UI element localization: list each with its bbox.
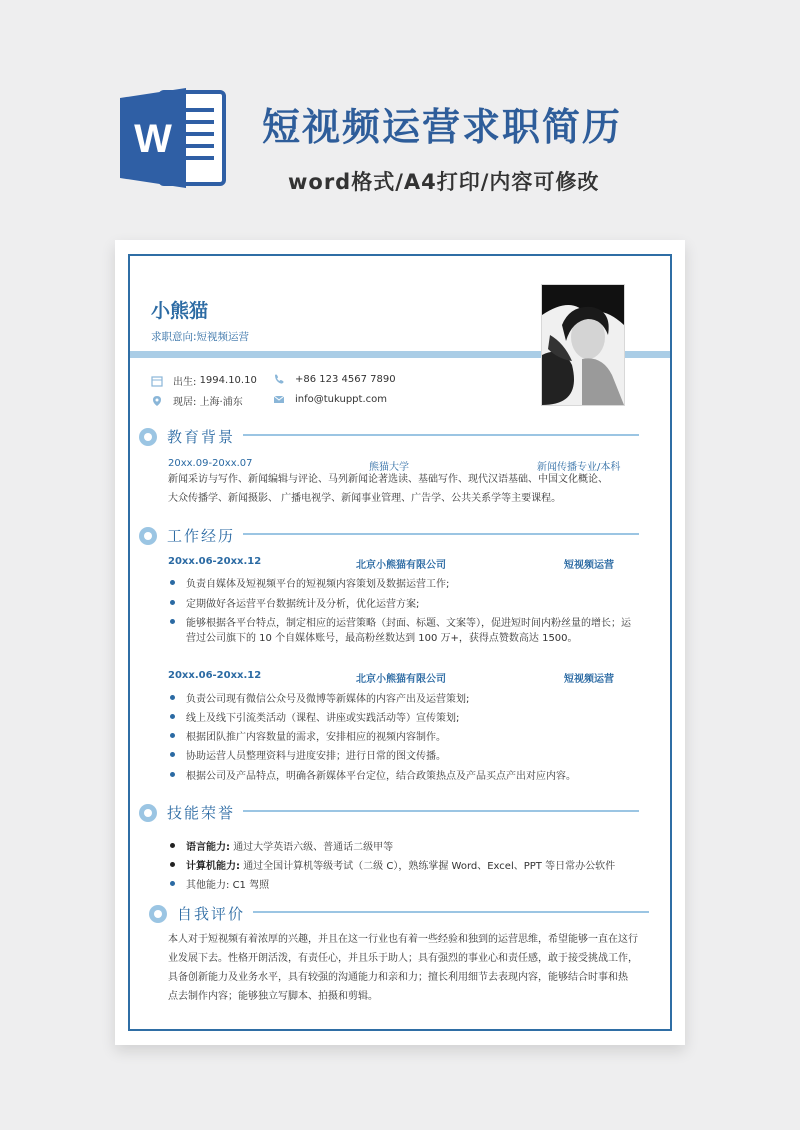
section-circle-icon xyxy=(139,804,157,822)
section-circle-icon xyxy=(139,527,157,545)
job1-duty: 负责自媒体及短视频平台的短视频内容策划及数据运营工作; xyxy=(170,575,449,590)
section-circle-icon xyxy=(139,428,157,446)
job1-duty-continued: 营过公司旗下的 10 个自媒体账号，最高粉丝数达到 100 万+，获得点赞数高达 1500。 xyxy=(186,633,578,644)
job-intent: 求职意向:短视频运营 xyxy=(151,331,250,343)
work-heading: 工作经历 xyxy=(139,525,235,546)
word-logo-icon xyxy=(118,86,230,190)
phone-info: +86 123 4567 7890 xyxy=(273,373,396,385)
job2-position: 短视频运营 xyxy=(564,674,614,685)
phone-icon xyxy=(273,373,285,385)
skill-item: 计算机能力: 通过全国计算机等级考试（二级 C），熟练掌握 Word、Excel、PPT 等日常办公软件 xyxy=(170,857,615,872)
self-eval-text: 本人对于短视频有着浓厚的兴趣，并且在这一行业也有着一些经验和独到的运营思维，希望能够一直在这行 业发展下去。性格开朗活泼，有责任心，并且乐于助人；具有强烈的事业心和责任感，敢于接受挑战工作， 具备创新能力及业务水平，具有较强的沟通能力和亲和力；擅长利用细节去表现内容，能够结合时事和热 点去制作内容；能够独立写脚本、拍摄和剪辑。 xyxy=(168,934,638,1002)
education-period: 20xx.09-20xx.07 xyxy=(168,458,253,469)
calendar-icon xyxy=(151,375,163,387)
job2-duty: 根据公司及产品特点，明确各新媒体平台定位，结合政策热点及产品买点产出对应内容。 xyxy=(170,767,576,782)
banner-title: 短视频运营求职简历 xyxy=(262,105,623,149)
section-circle-icon xyxy=(149,905,167,923)
job1-duty: 定期做好各运营平台数据统计及分析，优化运营方案; xyxy=(170,595,419,610)
birth-info: 出生: 1994.10.10 xyxy=(151,373,257,388)
job2-duty: 协助运营人员整理资料与进度安排；进行日常的图文传播。 xyxy=(170,747,446,762)
candidate-name: 小熊猫 xyxy=(151,300,209,322)
email-info[interactable]: info@tukuppt.com xyxy=(273,393,387,405)
banner-subtitle: word格式/A4打印/内容可修改 xyxy=(288,170,600,194)
skills-rule xyxy=(243,810,639,812)
resume-page xyxy=(115,240,685,1045)
location-pin-icon xyxy=(151,395,163,407)
residence-info: 现居: 上海·浦东 xyxy=(151,393,243,408)
job1-position: 短视频运营 xyxy=(564,560,614,571)
education-major: 新闻传播专业/本科 xyxy=(537,462,621,473)
profile-photo xyxy=(541,284,625,406)
work-rule xyxy=(243,533,639,535)
self-eval-heading: 自我评价 xyxy=(149,903,245,924)
email-icon xyxy=(273,393,285,405)
education-heading: 教育背景 xyxy=(139,426,235,447)
job2-duty: 线上及线下引流类活动（课程、讲座或实践活动等）宣传策划; xyxy=(170,709,459,724)
job1-period: 20xx.06-20xx.12 xyxy=(168,556,262,567)
job2-company: 北京小熊猫有限公司 xyxy=(356,674,446,685)
education-rule xyxy=(243,434,639,436)
skills-heading: 技能荣誉 xyxy=(139,802,235,823)
portrait-image xyxy=(542,285,624,405)
education-school: 熊猫大学 xyxy=(369,462,409,473)
self-eval-rule xyxy=(253,911,649,913)
skill-item: 其他能力: C1 驾照 xyxy=(170,876,269,891)
job2-duty: 根据团队推广内容数量的需求，安排相应的视频内容制作。 xyxy=(170,728,446,743)
skill-item: 语言能力: 通过大学英语六级、普通话二级甲等 xyxy=(170,838,393,853)
job1-duty: 能够根据各平台特点，制定相应的运营策略（封面、标题、文案等），促进短时间内粉丝量的增长；运 xyxy=(170,614,631,629)
job2-period: 20xx.06-20xx.12 xyxy=(168,670,262,681)
svg-text:W: W xyxy=(134,117,172,161)
job1-company: 北京小熊猫有限公司 xyxy=(356,560,446,571)
education-courses: 新闻采访与写作、新闻编辑与评论、马列新闻论著选读、基础写作、现代汉语基础、中国文化概论、 大众传播学、新闻摄影、 广播电视学、新闻事业管理、广告学、公共关系学等主要课程。 xyxy=(168,474,608,504)
job2-duty: 负责公司现有微信公众号及微博等新媒体的内容产出及运营策划; xyxy=(170,690,469,705)
